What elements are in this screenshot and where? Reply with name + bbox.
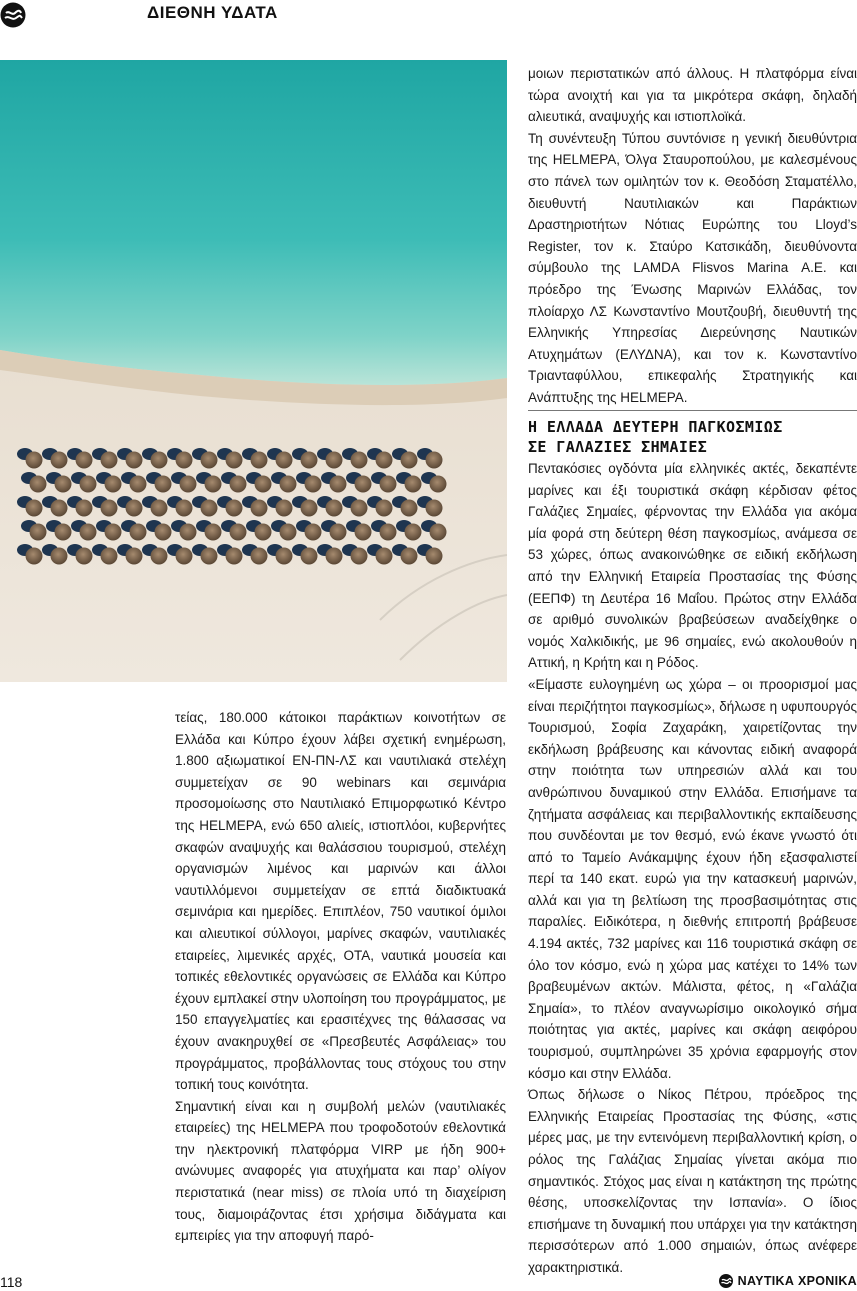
- umbrella: [155, 524, 172, 541]
- umbrella: [30, 524, 47, 541]
- umbrella: [305, 524, 322, 541]
- umbrella: [355, 476, 372, 493]
- umbrella: [51, 452, 68, 469]
- umbrella: [151, 548, 168, 565]
- umbrella: [330, 524, 347, 541]
- umbrella: [76, 452, 93, 469]
- umbrella: [80, 476, 97, 493]
- umbrella: [430, 524, 447, 541]
- publication-name: ΝΑΥΤΙΚΑ ΧΡΟΝΙΚΑ: [737, 1274, 857, 1288]
- umbrella: [176, 500, 193, 517]
- subheading: [528, 417, 857, 457]
- umbrella: [26, 548, 43, 565]
- publication-logo-icon: [719, 1274, 733, 1288]
- umbrella: [176, 452, 193, 469]
- umbrella: [176, 548, 193, 565]
- umbrella: [201, 548, 218, 565]
- paragraph: Όπως δήλωσε ο Νίκος Πέτρου, πρόεδρος της Ελληνικής Εταιρείας Προστασίας της Φύσης, «στις μέρες μας, με την εντεινόμενη περιβαλλοντική κρίση, ο ρόλος της Γαλάζιας Σημαίας γίνεται ακόμα πιο σημαντικός. Στόχος μας είναι η κατάκτηση της πρώτης θέσης, υποσκελίζοντας την Ισπανία». Ο ίδιος επισήμανε τη δυναμική που υπάρχει για την κατάκτηση περισσότερων από 1.000 σημαιών, όπως ανέφερε χαρακτηριστικά.: [528, 1087, 857, 1275]
- umbrella: [255, 476, 272, 493]
- umbrella: [76, 500, 93, 517]
- umbrella: [26, 452, 43, 469]
- paragraph: «Είμαστε ευλογημένη ως χώρα – οι προορισμοί μας είναι περιζήτητοι παγκοσμίως», δήλωσε η υφυπουργός Τουρισμού, Σοφία Ζαχαράκη, χαιρετίζοντας την εκδήλωση βράβευσης και κάνοντας ειδική αναφορά στην ποιότητα των υπηρεσιών αλλά και του ανθρώπινου δυναμικού στην Ελλάδα. Επισήμανε τα ζητήματα ασφάλειας και περιβαλλοντικής εκπαίδευσης που συνδέονται με τον θεσμό, ενώ έκανε γνωστό ότι από το Ταμείο Ανάκαμψης έχουν ήδη εξασφαλιστεί περί τα 140 εκατ. ευρώ για την κατασκευή μαρινών, αλλά και για τη βελτίωση της προσβασιμότητας στις παραλίες. Ειδικότερα, η διεθνής επιτροπή βράβευσε 4.194 ακτές, 732 μαρίνες και 116 τουριστικά σκάφη σε όλο τον κόσμο, ενώ η χώρα μας κατέχει το 14% των βραβευμένων ακτών. Μάλιστα, φέτος, η «Γαλάζια Σημαία», το πλέον αναγνωρίσιμο οικολογικό σήμα ποιότητας για ακτές, μαρίνες και σκάφη αειφόρου τουρισμού, συμπληρώνει 35 χρόνια εφαρμογής στον κόσμο και στην Ελλάδα.: [528, 676, 857, 1081]
- umbrella: [130, 476, 147, 493]
- umbrella: [305, 476, 322, 493]
- umbrella: [151, 452, 168, 469]
- umbrella: [201, 452, 218, 469]
- paragraph: Τη συνέντευξη Τύπου συντόνισε η γενική διευθύντρια της HELMEPA, Όλγα Σταυροπούλου, με καλεσμένους στο πάνελ των ομιλητών τον κ. Θεοδόση Σταματέλλο, διευθυντή Ναυτιλιακών και Παράκτιων Δραστηριοτήτων Νότιας Ευρώπης του Lloyd’s Register, τον κ. Σταύρο Κατσικάδη, διευθύνοντα σύμβουλο της LAMDA Flisvos Marina Α.Ε. και πρόεδρο της Ένωσης Μαρινών Ελλάδας, τον πλοίαρχο ΛΣ Κωνσταντίνο Μουτζουβή, διευθυντή της Ελληνικής Υπηρεσίας Διερεύνησης Ναυτικών Ατυχημάτων (ΕΛΥΔΝΑ), και τον κ. Κωνσταντίνο Τριανταφύλλου, επικεφαλής Στρατηγικής και Ανάπτυξης της HELMEPA.: [528, 130, 857, 405]
- umbrella: [226, 500, 243, 517]
- umbrella: [105, 524, 122, 541]
- umbrella: [376, 548, 393, 565]
- publication-footer: [719, 1274, 857, 1288]
- umbrella: [326, 500, 343, 517]
- umbrella: [30, 476, 47, 493]
- umbrella: [205, 476, 222, 493]
- page-number: 118: [0, 1274, 23, 1290]
- umbrella: [351, 452, 368, 469]
- umbrella: [355, 524, 372, 541]
- aerial-beach-photo: [0, 60, 507, 682]
- umbrella: [80, 524, 97, 541]
- umbrella: [101, 452, 118, 469]
- umbrella: [126, 452, 143, 469]
- umbrella: [405, 476, 422, 493]
- umbrella: [351, 548, 368, 565]
- umbrella: [155, 476, 172, 493]
- publication-logo-icon: [0, 2, 26, 28]
- paragraph: Σημαντική είναι και η συμβολή μελών (ναυτιλιακές εταιρείες) της HELMEPA που τροφοδοτούν εθελοντικά την ηλεκτρονική πλατφόρμα VIRP με ήδη 900+ ανώνυμες αναφορές για ατυχήματα και παρ’ ολίγον περιστατικά (near miss) σε πλοία υπό τη διαχείριση τους, διαμοιράζοντας έτσι χρήσιμα διδάγματα και εμπειρίες για την αποφυγή παρό-: [175, 1098, 506, 1244]
- umbrella: [251, 548, 268, 565]
- umbrella: [426, 548, 443, 565]
- umbrella: [376, 452, 393, 469]
- umbrella: [280, 476, 297, 493]
- section-divider: [528, 410, 857, 411]
- right-column-bottom: [528, 458, 857, 1279]
- umbrella: [430, 476, 447, 493]
- umbrella: [26, 500, 43, 517]
- subheading-line: Η ΕΛΛΑΔΑ ΔΕΥΤΕΡΗ ΠΑΓΚΟΣΜΙΩΣ: [528, 418, 783, 436]
- umbrella: [151, 500, 168, 517]
- umbrella: [301, 548, 318, 565]
- umbrella: [301, 500, 318, 517]
- umbrella: [130, 524, 147, 541]
- umbrella: [180, 524, 197, 541]
- umbrella: [301, 452, 318, 469]
- umbrella: [76, 548, 93, 565]
- umbrella: [276, 548, 293, 565]
- umbrella: [205, 524, 222, 541]
- umbrella: [426, 500, 443, 517]
- subheading-line: ΣΕ ΓΑΛΑΖΙΕΣ ΣΗΜΑΙΕΣ: [528, 438, 708, 456]
- umbrella: [330, 476, 347, 493]
- umbrella: [230, 524, 247, 541]
- umbrella: [180, 476, 197, 493]
- umbrella: [201, 500, 218, 517]
- umbrella: [401, 452, 418, 469]
- umbrella: [230, 476, 247, 493]
- paragraph: Πεντακόσιες ογδόντα μία ελληνικές ακτές, δεκαπέντε μαρίνες και έξι τουριστικά σκάφη κέρδισαν φέτος Γαλάζιες Σημαίες, φέρνοντας την Ελλάδα για ακόμα μία φορά στη δεύτερη θέση παγκοσμίως, ανάμεσα σε 53 χώρες, όπως ανακοινώθηκε σε ειδική εκδήλωση από την Ελληνική Εταιρεία Προστασίας της Φύσης (ΕΕΠΦ) τη Δευτέρα 16 Μαΐου. Πρώτος στην Ελλάδα σε αριθμό συνολικών βραβεύσεων αναδείχθηκε ο νομός Χαλκιδικής, με 96 σημαίες, ενώ ακολουθούν η Αττική, η Κρήτη και η Ρόδος.: [528, 461, 857, 671]
- umbrella: [376, 500, 393, 517]
- umbrella: [126, 548, 143, 565]
- right-column-top: [528, 63, 857, 409]
- umbrella: [55, 476, 72, 493]
- umbrella: [326, 452, 343, 469]
- umbrella: [426, 452, 443, 469]
- umbrella: [51, 500, 68, 517]
- section-title: ΔΙΕΘΝΗ ΥΔΑΤΑ: [147, 3, 278, 22]
- umbrella: [101, 500, 118, 517]
- umbrella: [251, 500, 268, 517]
- umbrella: [380, 476, 397, 493]
- umbrella: [251, 452, 268, 469]
- umbrella: [401, 548, 418, 565]
- umbrella: [51, 548, 68, 565]
- umbrella: [226, 548, 243, 565]
- umbrella: [276, 500, 293, 517]
- umbrella: [226, 452, 243, 469]
- umbrella: [380, 524, 397, 541]
- umbrella: [105, 476, 122, 493]
- umbrella: [276, 452, 293, 469]
- umbrella: [401, 500, 418, 517]
- paragraph: μοιων περιστατικών από άλλους. Η πλατφόρμα είναι τώρα ανοιχτή και για τα μικρότερα σκάφη, δηλαδή αλιευτικά, αναψυχής και ιστιοπλοϊκά.: [528, 66, 857, 125]
- umbrella: [280, 524, 297, 541]
- left-column: [175, 707, 506, 1247]
- paragraph: τείας, 180.000 κάτοικοι παράκτιων κοινοτήτων σε Ελλάδα και Κύπρο έχουν λάβει σχετική ενημέρωση, 1.800 αξιωματικοί ΕΝ-ΠΝ-ΛΣ και ναυτιλιακά στελέχη συμμετείχαν σε 90 webinars και σεμινάρια προσομοίωσης στο Ναυτιλιακό Επιμορφωτικό Κέντρο της HELMEPA, ενώ 650 αλιείς, ιστιοπλόοι, κυβερνήτες σκαφών αναψυχής και θαλάσσιου τουρισμού, στελέχη οργανισμών λιμένος και μαρινών και άλλοι ναυτιλλόμενοι συμμετείχαν σε επτά διαδικτυακά σεμινάρια και ημερίδες. Επιπλέον, 750 ναυτικοί όμιλοι και αλιευτικοί σύλλογοι, μαρίνες σκαφών, ναυτιλιακές εταιρείες, λιμενικές αρχές, ΟΤΑ, ναυτικά μουσεία και τοπικές εθελοντικές οργανώσεις σε Ελλάδα και Κύπρο έχουν εμπλακεί στην υλοποίηση του προγράμματος, με 150 επαγγελματίες και ερασιτέχνες της θάλασσας να έχουν ανακηρυχθεί σε «Πρεσβευτές Ασφάλειας» του προγράμματος, προβάλλοντας τους στόχους του στην τοπική τους κοινότητα.: [175, 710, 506, 1093]
- umbrella: [101, 548, 118, 565]
- umbrella: [55, 524, 72, 541]
- umbrella: [255, 524, 272, 541]
- umbrella: [351, 500, 368, 517]
- umbrella: [126, 500, 143, 517]
- umbrella: [405, 524, 422, 541]
- umbrella: [326, 548, 343, 565]
